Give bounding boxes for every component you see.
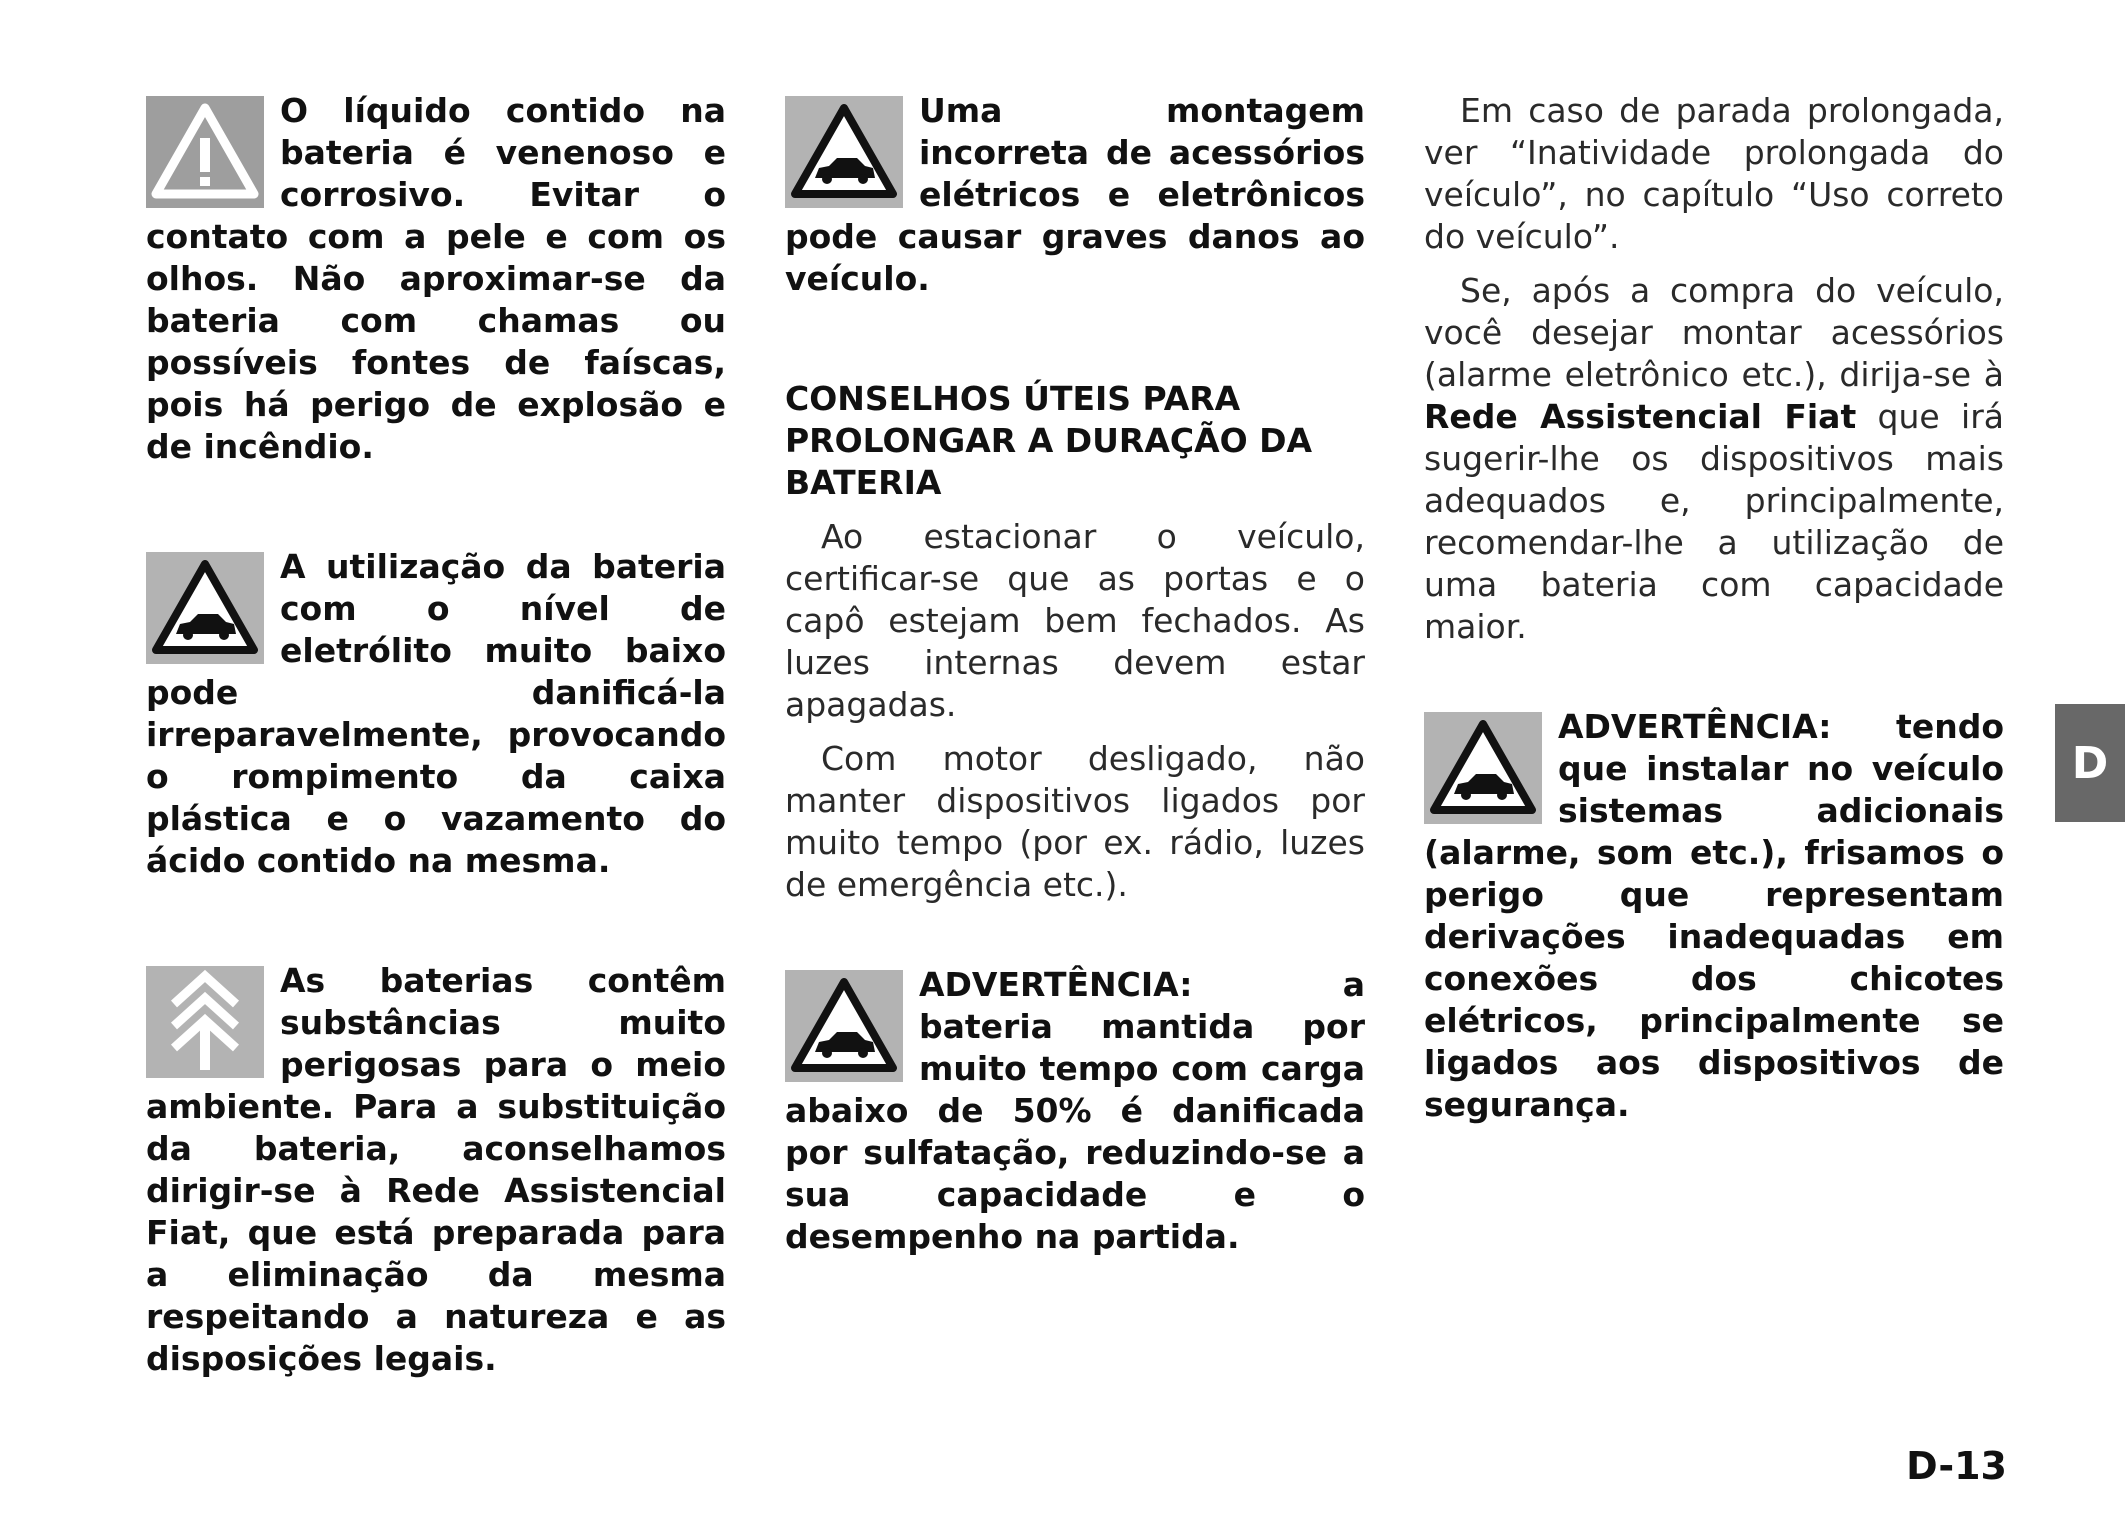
accessory-warning xyxy=(785,90,1365,300)
section-heading: CONSELHOS ÚTEIS PARA PROLONGAR A DURAÇÃO DA BATERIA xyxy=(785,379,1313,502)
parking-advice: Ao estacionar o veículo, certificar-se que as portas e o capô estejam bem fechados. As luzes internas devem estar apagadas. xyxy=(785,517,1365,724)
car-warning-triangle-icon xyxy=(785,96,903,208)
wiring-warning-text: ADVERTÊNCIA: tendo que instalar no veículo sistemas adicionais (alarme, som etc.), frisamos o perigo que representam derivações inadequadas em conexões dos chicotes elétricos, principalmente se ligados aos dispositivos de segurança. xyxy=(1424,707,2004,1124)
car-warning-triangle-icon xyxy=(1424,712,1542,824)
warning-triangle-icon xyxy=(146,96,264,208)
column-2 xyxy=(785,90,1365,1258)
charge-warning xyxy=(785,964,1365,1258)
tree-environment-icon xyxy=(146,966,264,1078)
environment-text: As baterias contêm substâncias muito perigosas para o meio ambiente. Para a substituição da bateria, aconselhamos dirigir-se à Rede Assistencial Fiat, que está preparada para a eliminação da mesma respeitando a natureza e as disposições legais. xyxy=(146,961,726,1378)
car-warning-triangle-icon xyxy=(785,970,903,1082)
chapter-tab: D xyxy=(2055,704,2125,822)
accessories-note-end: que irá sugerir-lhe os dispositivos mais adequados e, principalmente, recomendar-lhe a utilização de uma bateria com capacidade maior. xyxy=(1424,397,2004,646)
environment-warning xyxy=(146,960,726,1380)
column-3 xyxy=(1424,90,2004,1126)
accessories-note-start: Se, após a compra do veículo, você desejar montar acessórios (alarme eletrônico etc.), dirija-se à xyxy=(1424,271,2004,394)
column-1 xyxy=(146,90,726,1380)
battery-poison-text: O líquido contido na bateria é venenoso e corrosivo. Evitar o contato com a pele e com os olhos. Não aproximar-se da bateria com chamas ou possíveis fontes de faíscas, pois há perigo de explosão e de incêndio. xyxy=(146,91,726,466)
charge-warning-text: ADVERTÊNCIA: a bateria mantida por muito tempo com carga abaixo de 50% é danificada por sulfatação, reduzindo-se a sua capacidade e o desempenho na partida. xyxy=(785,965,1365,1256)
car-warning-triangle-icon xyxy=(146,552,264,664)
accessory-warning-text: Uma montagem incorreta de acessórios elétricos e eletrônicos pode causar graves danos ao veículo. xyxy=(785,91,1365,298)
service-network-name: Rede Assistencial Fiat xyxy=(1424,397,1857,436)
prolonged-stop-note: Em caso de parada prolongada, ver “Inatividade prolongada do veículo”, no capítulo “Uso correto do veículo”. xyxy=(1424,91,2004,256)
battery-poison-warning xyxy=(146,90,726,468)
accessories-note xyxy=(1424,270,2004,648)
wiring-warning xyxy=(1424,706,2004,1126)
electrolyte-level-warning xyxy=(146,546,726,882)
page-number: D-13 xyxy=(1906,1444,2007,1488)
engine-off-advice: Com motor desligado, não manter dispositivos ligados por muito tempo (por ex. rádio, luzes de emergência etc.). xyxy=(785,739,1365,904)
electrolyte-level-text: A utilização da bateria com o nível de eletrólito muito baixo pode danificá-la irreparavelmente, provocando o rompimento da caixa plástica e o vazamento do ácido contido na mesma. xyxy=(146,547,726,880)
